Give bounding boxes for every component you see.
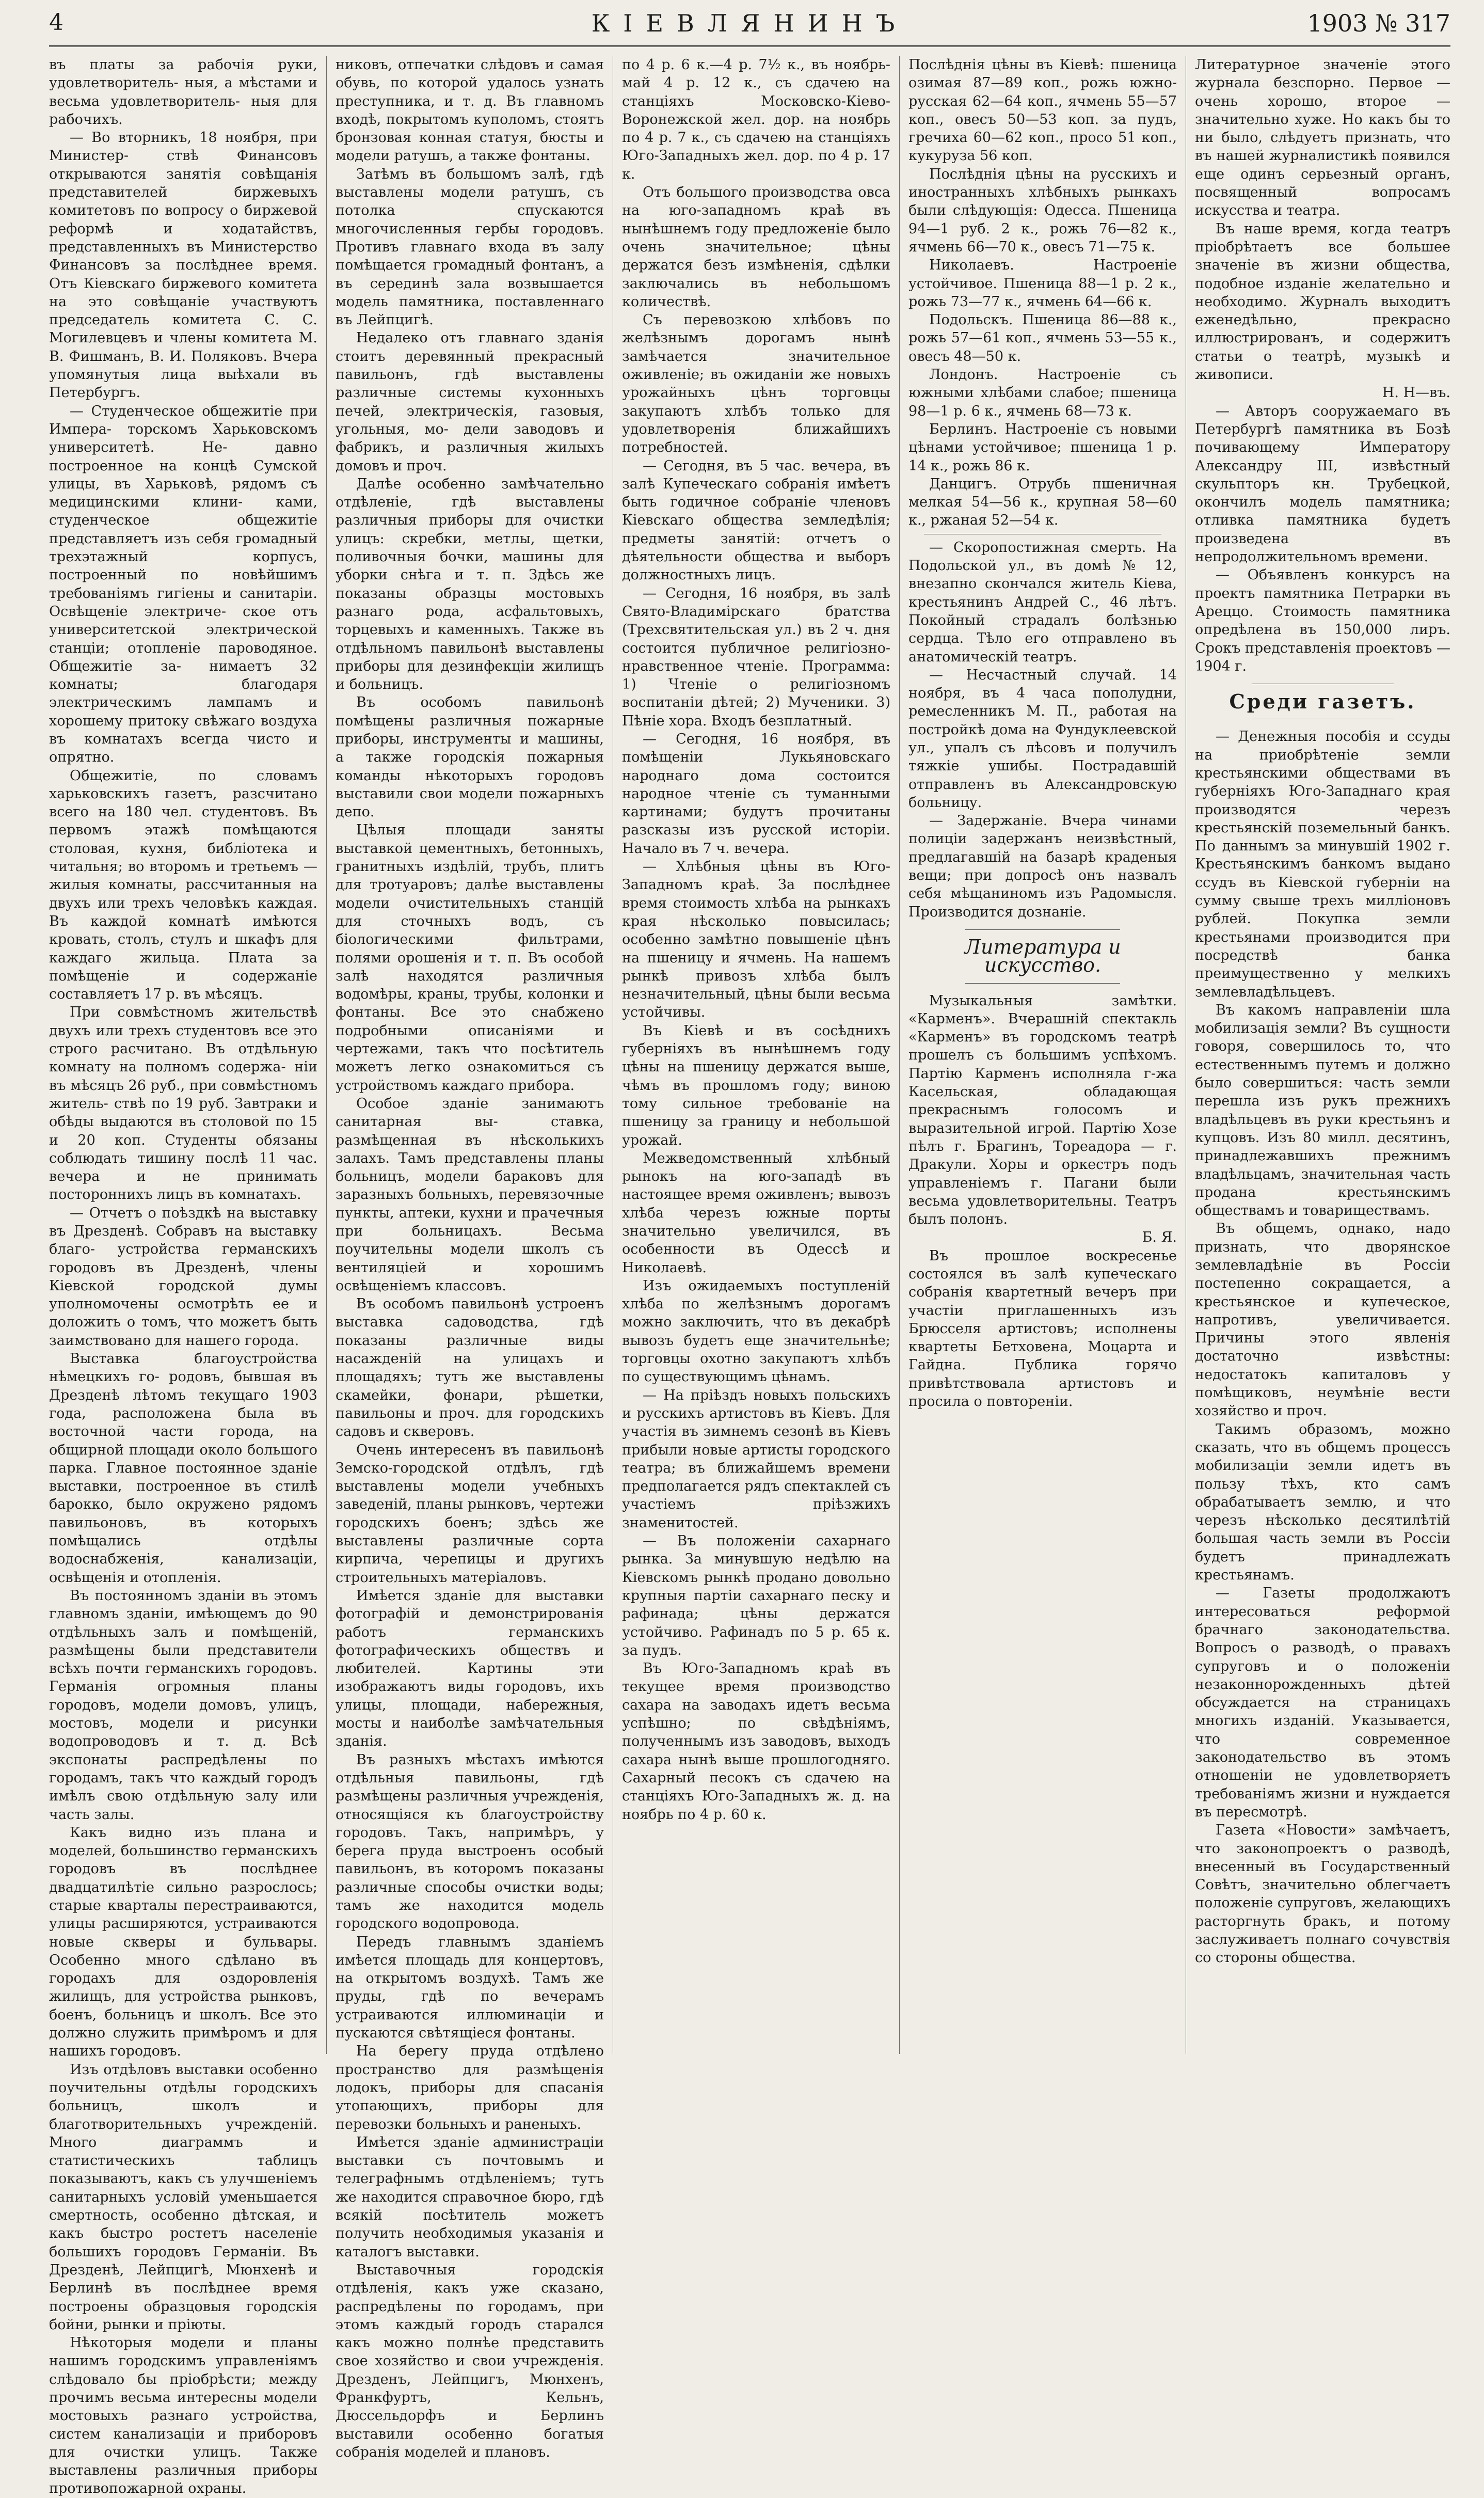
column-divider	[899, 56, 900, 2054]
paragraph: Отъ большого производства овса на юго-западномъ краѣ въ нынѣшнемъ году предложеніе было очень значительное; цѣны держатся безъ измѣненія, сдѣлки заключались въ небольшомъ количествѣ.	[622, 184, 890, 310]
paragraph: — Задержаніе. Вчера чинами полиціи задержанъ неизвѣстный, предлагавшій на базарѣ краденыя вещи; при допросѣ онъ назвалъ себя мѣщаниномъ изъ Радомысля. Производится дознаніе.	[908, 813, 1177, 920]
issue-number: 1903 № 317	[1307, 9, 1450, 37]
paragraph: Очень интересенъ въ павильонѣ Земско-городской отдѣлъ, гдѣ выставлены модели учебныхъ заведеній, планы рынковъ, чертежи городскихъ боенъ; здѣсь же выставлены различные сорта кирпича, черепицы и другихъ строительныхъ матеріаловъ.	[336, 1442, 604, 1586]
paragraph: — Авторъ сооружаемаго въ Петербургѣ памятника въ Бозѣ почивающему Императору Александру III, извѣстный скульпторъ кн. Трубецкой, окончилъ модель памятника; отливка памятника будетъ произведена въ непродолжительномъ времени.	[1195, 403, 1450, 565]
paragraph: Въ особомъ павильонѣ устроенъ выставка садоводства, гдѣ показаны различные виды насажденій на улицахъ и площадяхъ; тутъ же выставлены скамейки, фонари, рѣшетки, павильоны и проч. для городскихъ садовъ и скверовъ.	[336, 1296, 604, 1440]
paragraph: Нѣкоторыя модели и планы нашимъ городскимъ управленіямъ слѣдовало бы пріобрѣсти; между прочимъ весьма интересны модели мостовыхъ разнаго устройства, систем канализаціи и приборовъ для очистки улицъ. Также выставлены различныя приборы противопожарной охраны.	[49, 2335, 317, 2497]
paragraph: Музыкальныя замѣтки. «Карменъ». Вчерашній спектакль «Карменъ» въ городскомъ театрѣ прошелъ съ большимъ успѣхомъ. Партію Карменъ исполняла г-жа Касельская, обладающая прекраснымъ голосомъ и выразительной игрой. Партію Хозе пѣлъ г. Брагинъ, Тореадора — г. Дракули. Хоры и оркестръ подъ управленіемъ г. Пагани были весьма удовлетворительны. Театръ былъ полонъ.	[908, 992, 1177, 1228]
page-number: 4	[49, 9, 63, 36]
paragraph: При совмѣстномъ жительствѣ двухъ или трехъ студентовъ все это строго расчитано. Въ отдѣльную комнату на полномъ содержа- ніи въ мѣсяцъ 26 руб., при совмѣстномъ житель- ствѣ по 19 руб. Завтраки и обѣды выдаются въ столовой по 15 и 20 коп. Студенты обязаны соблюдать тишину послѣ 11 час. вечера и не принимать постороннихъ лицъ въ комнатахъ.	[49, 1004, 317, 1203]
section-divider	[965, 929, 1120, 930]
column-divider	[326, 56, 327, 2054]
paragraph: — На пріѣздъ новыхъ польскихъ и русскихъ артистовъ въ Кіевъ. Для участія въ зимнемъ сезонѣ въ Кіевъ прибыли новые артисты городского театра; въ ближайшемъ времени предполагается рядъ спектаклей съ участіемъ пріѣзжихъ знаменитостей.	[622, 1387, 890, 1531]
section-divider	[965, 983, 1120, 984]
paragraph: Такимъ образомъ, можно сказать, что въ общемъ процессъ мобилизаціи земли идетъ въ пользу тѣхъ, кто самъ обрабатываетъ землю, и что черезъ нѣсколько десятилѣтій большая часть земли въ Россіи будетъ принадлежать крестьянамъ.	[1195, 1421, 1450, 1584]
masthead	[49, 9, 1450, 45]
paragraph: Межведомственный хлѣбный рынокъ на юго-западѣ въ настоящее время оживленъ; вывозъ хлѣба черезъ южные порты значительно увеличился, въ особенности въ Одессѣ и Николаевѣ.	[622, 1150, 890, 1276]
paragraph: Въ какомъ направленіи шла мобилизація земли? Въ сущности говоря, совершилось то, что естественнымъ путемъ и должно было совершиться: часть земли перешла изъ рукъ прежнихъ владѣльцевъ въ руки крестьянъ и купцовъ. Изъ 80 милл. десятинъ, принадлежавшихъ прежнимъ владѣльцамъ, значительная часть продана крестьянскимъ обществамъ и товариществамъ.	[1195, 1002, 1450, 1219]
paragraph: Изъ отдѣловъ выставки особенно поучительны отдѣлы городскихъ больницъ, школъ и благотворительныхъ учрежденій. Много диаграммъ и статистическихъ таблицъ показываютъ, какъ съ улучшеніемъ санитарныхъ условій уменьшается смертность, особенно дѣтская, и какъ быстро ростетъ населеніе большихъ городовъ Германіи. Въ Дрезденѣ, Лейпцигѣ, Мюнхенѣ и Берлинѣ въ послѣднее время построены образцовыя городскія бойни, рынки и пріюты.	[49, 2061, 317, 2333]
paragraph: — Отчетъ о поѣздкѣ на выставку въ Дрезденѣ. Собравъ на выставку благо- устройства германскихъ городовъ въ Дрезденѣ, члены Кіевской городской думы уполномочены осмотрѣть ее и доложить о томъ, что можетъ быть заимствовано для нашего города.	[49, 1205, 317, 1349]
newspaper-title: КІЕВЛЯНИНЪ	[591, 9, 908, 37]
paragraph: Берлинъ. Настроеніе съ новыми цѣнами устойчивое; пшеница 1 р. 14 к., рожь 86 к.	[908, 421, 1177, 474]
paragraph: — Несчастный случай. 14 ноября, въ 4 часа пополудни, ремесленникъ М. П., работая на постройкѣ дома на Фундуклеевской ул., упалъ съ лѣсовъ и получилъ тяжкіе ушибы. Пострадавшій отправленъ въ Александровскую больницу.	[908, 667, 1177, 811]
paragraph: — Хлѣбныя цѣны въ Юго-Западномъ краѣ. За послѣднее время стоимость хлѣба на рынкахъ края нѣсколько повысилась; особенно замѣтно повышеніе цѣнъ на пшеницу и ячмень. На нашемъ рынкѣ привозъ хлѣба былъ незначительный, цѣны были весьма устойчивы.	[622, 859, 890, 1021]
column-3	[622, 56, 890, 2054]
author-signature: Н. Н—въ.	[1382, 385, 1450, 401]
paragraph: Данцигъ. Отрубь пшеничная мелкая 54—56 к., крупная 58—60 к., ржаная 52—54 к.	[908, 476, 1177, 529]
paragraph: Затѣмъ въ большомъ залѣ, гдѣ выставлены модели ратушъ, съ потолка спускаются многочисленныя гербы городовъ. Противъ главнаго входа въ залу помѣщается громадный фонтанъ, а въ серединѣ зала возвышается модель памятника, поставленнаго въ Лейпцигѣ.	[336, 166, 604, 328]
paragraph: На берегу пруда отдѣлено пространство для размѣщенія лодокъ, приборы для спасанія утопающихъ, приборы для перевозки больныхъ и раненыхъ.	[336, 2043, 604, 2132]
paragraph: — Сегодня, 16 ноября, въ залѣ Свято-Владимірскаго братства (Трехсвятительская ул.) въ 2 ч. дня состоится публичное религіозно-нравственное чтеніе. Программа: 1) Чтеніе о религіозномъ воспитаніи дѣтей; 2) Мученики. 3) Пѣніе хора. Входъ безплатный.	[622, 585, 890, 729]
paragraph: — Въ положеніи сахарнаго рынка. За минувшую недѣлю на Кіевскомъ рынкѣ продано довольно крупныя партіи сахарнаго песку и рафинада; цѣны держатся устойчиво. Рафинадъ по 5 р. 65 к. за пудъ.	[622, 1533, 890, 1658]
paragraph: — Скоропостижная смерть. На Подольской ул., въ домѣ № 12, внезапно скончался житель Кіева, крестьянинъ Андрей С., 46 лѣтъ. Покойный страдалъ болѣзнью сердца. Тѣло его отправлено въ анатомическій театръ.	[908, 539, 1177, 665]
paragraph: Имѣется зданіе для выставки фотографій и демонстрированія работъ германскихъ фотографическихъ обществъ и любителей. Картины эти изображаютъ виды городовъ, ихъ улицы, площади, набережныя, мосты и наиболѣе замѣчательныя зданія.	[336, 1587, 604, 1750]
column-1	[49, 56, 317, 2497]
paragraph: Послѣднія цѣны въ Кіевѣ: пшеница озимая 87—89 коп., рожь южно-русская 62—64 коп., ячмень 55—57 коп., овесъ 50—53 коп. за пудъ, гречиха 60—62 коп., просо 51 коп., кукуруза 56 коп.	[908, 57, 1177, 164]
paragraph: — Сегодня, 16 ноября, въ помѣщеніи Лукьяновскаго народнаго дома состоится народное чтеніе съ туманными картинами; будутъ прочитаны разсказы изъ русской исторіи. Начало въ 7 ч. вечера.	[622, 731, 890, 857]
paragraph: Въ Юго-Западномъ краѣ въ текущее время производство сахара на заводахъ идетъ весьма успѣшно; по свѣдѣніямъ, полученнымъ изъ заводовъ, выходъ сахара нынѣ выше прошлогодняго. Сахарный песокъ съ сдачею на станціяхъ Юго-Западныхъ ж. д. на ноябрь по 4 р. 60 к.	[622, 1661, 890, 1823]
paragraph: — Денежныя пособія и ссуды на приобрѣтеніе земли крестьянскими обществами въ губерніяхъ Юго-Западнаго края производятся черезъ крестьянскій поземельный банкъ. По даннымъ за минувшій 1902 г. Крестьянскимъ банкомъ выдано ссудъ въ Кіевской губерніи на сумму свыше трехъ милліоновъ рублей. Покупка земли крестьянами производится при посредствѣ банка преимущественно у мелкихъ землевладѣльцевъ.	[1195, 729, 1450, 1000]
paragraph: Имѣется зданіе администраціи выставки съ почтовымъ и телеграфнымъ отдѣленіемъ; тутъ же находится справочное бюро, гдѣ всякій посѣтитель можетъ получить необходимыя указанія и каталогъ выставки.	[336, 2134, 604, 2260]
paragraph: Лондонъ. Настроеніе съ южными хлѣбами слабое; пшеница 98—1 р. 6 к., ячмень 68—73 к.	[908, 367, 1177, 419]
paragraph: по 4 р. 6 к.—4 р. 7½ к., въ ноябрь-май 4 р. 12 к., съ сдачею на станціяхъ Московско-Кіево-Воронежской жел. дор. на ноябрь по 4 р. 7 к., съ сдачею на станціяхъ Юго-Западныхъ жел. дор. по 4 р. 17 к.	[622, 57, 890, 182]
paragraph: Въ разныхъ мѣстахъ имѣются отдѣльныя павильоны, гдѣ размѣщены различныя учрежденія, относящіяся къ благоустройству городовъ. Такъ, напримѣръ, у берега пруда выстроенъ особый павильонъ, въ которомъ показаны различные способы очистки воды; тамъ же находится модель городского водопровода.	[336, 1751, 604, 1932]
paragraph: Далѣе особенно замѣчательно отдѣленіе, гдѣ выставлены различныя приборы для очистки улицъ: скребки, метлы, щетки, поливочныя бочки, машины для уборки снѣга и т. п. Здѣсь же показаны образцы мостовыхъ разнаго рода, асфальтовыхъ, торцевыхъ и каменныхъ. Также въ отдѣльномъ павильонѣ выставлены приборы для дезинфекціи жилищъ и больницъ.	[336, 476, 604, 693]
column-4	[908, 56, 1177, 2054]
section-heading-literature: Литература и искусство.	[964, 935, 1121, 977]
paragraph: Подольскъ. Пшеница 86—88 к., рожь 57—61 коп., ячмень 53—55 к., овесъ 48—50 к.	[908, 312, 1177, 365]
column-2	[336, 56, 604, 2460]
paragraph: — Газеты продолжаютъ интересоваться реформой брачнаго законодательства. Вопросъ о разводѣ, о правахъ супруговъ и о положеніи незаконнорожденныхъ дѣтей обсуждается на страницахъ многихъ изданій. Указывается, что современное законодательство въ этомъ отношеніи не удовлетворяетъ требованіямъ жизни и нуждается въ пересмотрѣ.	[1195, 1585, 1450, 1820]
paragraph: Николаевъ. Настроеніе устойчивое. Пшеница 88—1 р. 2 к., рожь 73—77 к., ячмень 64—66 к.	[908, 257, 1177, 310]
paragraph: — Сегодня, въ 5 час. вечера, въ залѣ Купеческаго собранія имѣетъ быть годичное собраніе членовъ Кіевскаго общества земледѣлія; предметы занятій: отчетъ о дѣятельности общества и выборъ должностныхъ лицъ.	[622, 457, 890, 583]
paragraph: Изъ ожидаемыхъ поступленій хлѣба по желѣзнымъ дорогамъ можно заключить, что въ декабрѣ вывозъ будетъ еще значительнѣе; торговцы охотно закупаютъ хлѣбъ по существующимъ цѣнамъ.	[622, 1277, 890, 1385]
author-signature: Б. Я.	[1142, 1229, 1177, 1246]
paragraph: Въ постоянномъ зданіи въ этомъ главномъ зданіи, имѣющемъ до 90 отдѣльныхъ залъ и помѣщеній, размѣщены были представители всѣхъ почти германскихъ городовъ. Германія огромныя планы городовъ, модели домовъ, улицъ, мостовъ, модели и рисунки водопроводовъ и т. д. Всѣ экспонаты распредѣлены по городамъ, такъ что каждый городъ имѣлъ свою отдѣльную залу или часть залы.	[49, 1587, 317, 1823]
paragraph: никовъ, отпечатки слѣдовъ и самая обувь, по которой удалось узнать преступника, и т. д. Въ главномъ входѣ, покрытомъ куполомъ, стоятъ бронзовая конная статуя, бюсты и модели ратушъ, а также фонтаны.	[336, 57, 604, 164]
paragraph: въ платы за рабочія руки, удовлетворитель- ныя, а мѣстами и весьма удовлетворитель- ныя для рабочихъ.	[49, 57, 317, 128]
paragraph: — Объявленъ конкурсъ на проектъ памятника Петрарки въ Ареццо. Стоимость памятника опредѣлена въ 150,000 лиръ. Срокъ представленія проектовъ — 1904 г.	[1195, 567, 1450, 674]
section-heading-press: Среди газетъ.	[1229, 690, 1416, 714]
paragraph: Недалеко отъ главнаго зданія стоитъ деревянный прекрасный павильонъ, гдѣ выставлены различные системы кухонныхъ печей, электрическія, газовыя, угольныя, мо- дели заводовъ и фабрикъ, и различныя жилыхъ домовъ и проч.	[336, 330, 604, 474]
paragraph: Въ наше время, когда театръ пріобрѣтаетъ все большее значеніе въ жизни общества, подобное изданіе желательно и необходимо. Журналъ выходитъ еженедѣльно, прекрасно иллюстрированъ, и содержитъ статьи о театрѣ, музыкѣ и живописи.	[1195, 220, 1450, 383]
paragraph: Послѣднія цѣны на русскихъ и иностранныхъ хлѣбныхъ рынкахъ были слѣдующія: Одесса. Пшеница 94—1 руб. 2 к., рожь 76—82 к., ячмень 66—70 к., овесъ 71—75 к.	[908, 166, 1177, 255]
masthead-rule	[49, 45, 1450, 47]
paragraph: Цѣлыя площади заняты выставкой цементныхъ, бетонныхъ, гранитныхъ издѣлій, трубъ, плитъ для тротуаровъ; далѣе выставлены модели очистительныхъ станцій для сточныхъ водъ, съ біологическими фильтрами, полями орошенія и т. п. Въ особой залѣ находятся различныя водомѣры, краны, трубы, колонки и фонтаны. Все это снабжено подробными описаніями и чертежами, такъ что посѣтитель можетъ легко ознакомиться съ устройствомъ каждаго прибора.	[336, 822, 604, 1094]
paragraph: Въ Кіевѣ и въ сосѣднихъ губерніяхъ въ нынѣшнемъ году цѣны на пшеницу держатся выше, чѣмъ въ прошломъ году; виною тому сильное требованіе на пшеницу за границу и небольшой урожай.	[622, 1022, 890, 1148]
paragraph: Выставочныя городскія отдѣленія, какъ уже сказано, распредѣлены по городамъ, при этомъ каждый городъ старался какъ можно полнѣе представить свое хозяйство и свои учрежденія. Дрезденъ, Лейпцигъ, Мюнхенъ, Франкфуртъ, Кельнъ, Дюссельдорфъ и Берлинъ выставили особенно богатыя собранія моделей и плановъ.	[336, 2262, 604, 2460]
paragraph: Въ прошлое воскресенье состоялся въ залѣ купеческаго собранія квартетный вечеръ при участіи приглашенныхъ изъ Брюсселя артистовъ; исполнены квартеты Бетховена, Моцарта и Гайдна. Публика горячо привѣтствовала артистовъ и просила о повтореніи.	[908, 1247, 1177, 1410]
paragraph: — Во вторникъ, 18 ноября, при Министер- ствѣ Финансовъ открываются занятія совѣщанія представителей биржевыхъ комитетовъ по вопросу о биржевой реформѣ и ходатайствъ, представленныхъ въ Министерство Финансовъ за послѣднее время. Отъ Кіевскаго биржевого комитета на это совѣщаніе участвуютъ председатель комитета С. С. Могилевцевъ и члены комитета М. В. Фишманъ, В. И. Поляковъ. Вчера упомянутыя лица выѣхали въ Петербургъ.	[49, 130, 317, 401]
paragraph: Выставка благоустройства нѣмецкихъ го- родовъ, бывшая въ Дрезденѣ лѣтомъ текущаго 1903 года, расположена была въ восточной части города, на общирной площади около большого парка. Главное постоянное зданіе выставки, построенное въ стилѣ барокко, было окружено рядомъ павильоновъ, въ которыхъ помѣщались отдѣлы водоснабженія, канализаціи, освѣщенія и отопленія.	[49, 1351, 317, 1586]
paragraph: Общежитіе, по словамъ харьковскихъ газетъ, разсчитано всего на 180 чел. студентовъ. Въ первомъ этажѣ помѣщаются столовая, кухня, библіотека и читальня; во второмъ и третьемъ — жилыя комнаты, рассчитанныя на двухъ или трехъ человѣкъ каждая. Въ каждой комнатѣ имѣются кровать, столъ, стулъ и шкафъ для каждаго жильца. Плата за помѣщеніе и содержаніе составляетъ 17 р. въ мѣсяцъ.	[49, 767, 317, 1003]
paragraph: Съ перевозкою хлѣбовъ по желѣзнымъ дорогамъ нынѣ замѣчается значительное оживленіе; въ ожиданіи же новыхъ урожайныхъ цѣнъ торговцы закупаютъ хлѣбъ только для удовлетворенія ближайшихъ потребностей.	[622, 312, 890, 456]
column-5	[1195, 56, 1450, 2054]
paragraph: Газета «Новости» замѣчаетъ, что законопроектъ о разводѣ, внесенный въ Государственный Совѣтъ, значительно облегчаетъ положеніе супруговъ, желающихъ расторгнуть бракъ, и потому заслуживаетъ полнаго сочувствія со стороны общества.	[1195, 1822, 1450, 1966]
paragraph: — Студенческое общежитіе при Импера- торскомъ Харьковскомъ университетѣ. Не- давно построенное на концѣ Сумской улицы, въ Харьковѣ, рядомъ съ медицинскими клини- ками, студенческое общежитіе представляетъ изъ себя громадный трехэтажный корпусъ, построенный по новѣйшимъ требованіямъ гигіены и санитаріи. Освѣщеніе электриче- ское отъ университетской электрической станціи; отопленіе пароводяное. Общежитіе за- нимаетъ 32 комнаты; благодаря электрическимъ лампамъ и хорошему притоку свѣжаго воздуха въ комнатахъ всегда чисто и опрятно.	[49, 403, 317, 766]
paragraph: Передъ главнымъ зданіемъ имѣется площадь для концертовъ, на открытомъ воздухѣ. Тамъ же пруды, гдѣ по вечерамъ устраиваются иллюминаціи и пускаются свѣтящіеся фонтаны.	[336, 1934, 604, 2042]
paragraph: Въ общемъ, однако, надо признать, что дворянское землевладѣніе въ Россіи постепенно сокращается, а крестьянское и купеческое, напротивъ, увеличивается. Причины этого явленія достаточно извѣстны: недостатокъ капиталовъ у помѣщиковъ, неумѣніе вести хозяйство и проч.	[1195, 1221, 1450, 1419]
paragraph: Особое зданіе занимаютъ санитарная вы- ставка, размѣщенная въ нѣсколькихъ залахъ. Тамъ представлены планы больницъ, модели бараковъ для заразныхъ больныхъ, перевязочные пункты, аптеки, кухни и прачечныя при больницахъ. Весьма поучительны модели школъ съ вентиляціей и хорошимъ освѣщеніемъ классовъ.	[336, 1095, 604, 1294]
paragraph: Въ особомъ павильонѣ помѣщены различныя пожарные приборы, инструменты и машины, а также городскія пожарныя команды нѣкоторыхъ городовъ выставили свои модели пожарныхъ депо.	[336, 694, 604, 820]
paragraph: Какъ видно изъ плана и моделей, большинство германскихъ городовъ въ послѣднее двадцатилѣтіе сильно разрослось; старые кварталы перестраиваются, улицы расширяются, устраиваются новые скверы и бульвары. Особенно много сдѣлано въ городахъ для оздоровленія жилищъ, для устройства рынковъ, боенъ, больницъ и школъ. Все это должно служить примѣромъ и для нашихъ городовъ.	[49, 1824, 317, 2060]
paragraph: Литературное значеніе этого журнала безспорно. Первое — очень хорошо, второе — значительно хуже. Но какъ бы то ни было, слѣдуетъ признать, что въ нашей журналистикѣ появился еще одинъ серьезный органъ, посвященный вопросамъ искусства и театра.	[1195, 57, 1450, 219]
